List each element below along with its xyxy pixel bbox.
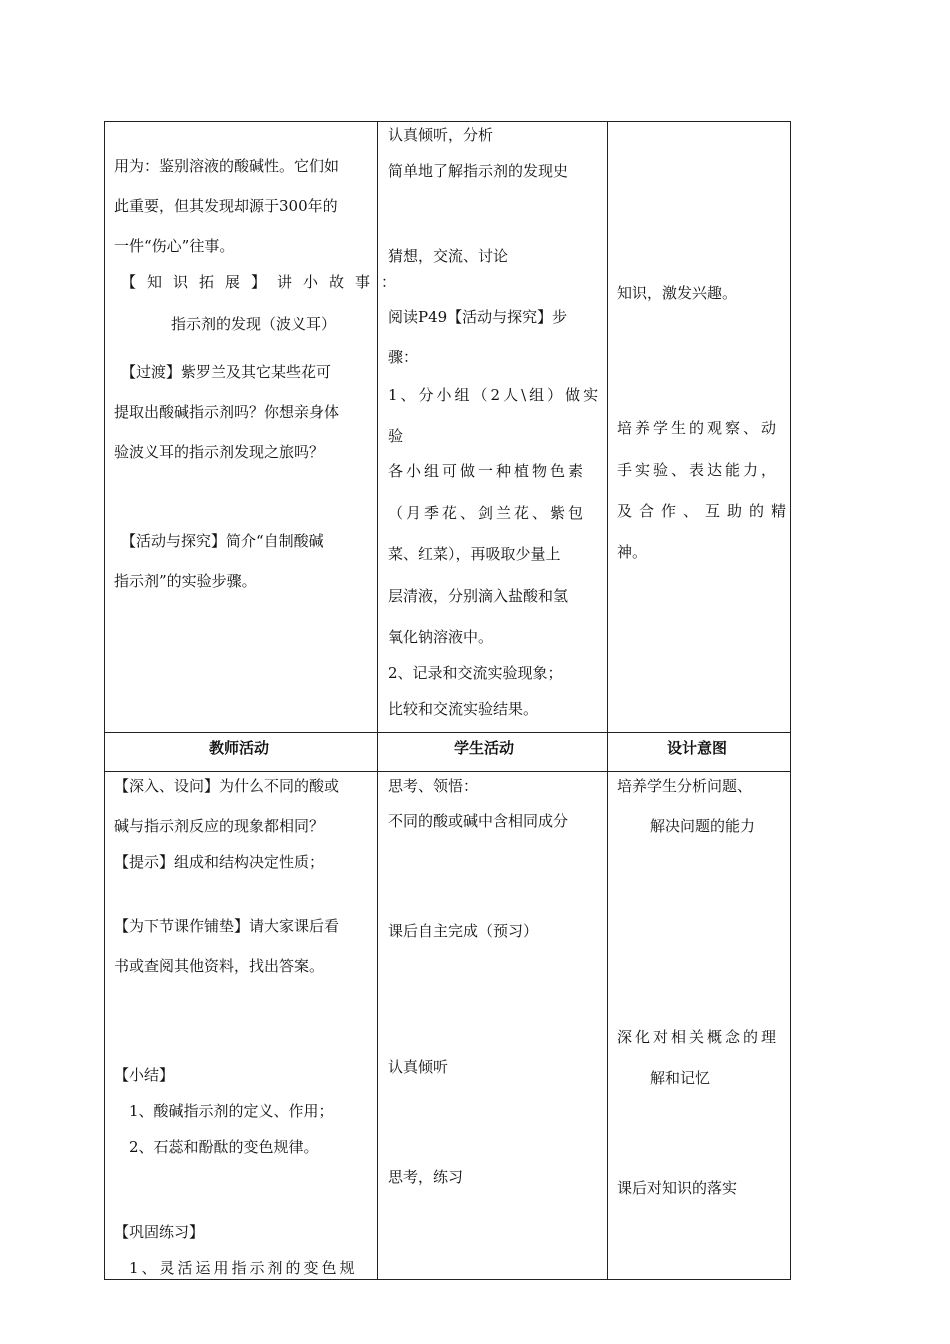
student-text-line: 阅读P49【活动与探究】步 xyxy=(388,308,568,326)
teacher-text-line: 【过渡】紫罗兰及其它某些花可 xyxy=(121,363,332,381)
teacher-text-line: 【提示】组成和结构决定性质； xyxy=(114,853,325,871)
student-text-line: 2、记录和交流实验现象； xyxy=(388,664,563,682)
teacher-text-line: 碱与指示剂反应的现象都相同？ xyxy=(114,817,325,835)
student-text-line: 氧化钠溶液中。 xyxy=(388,628,494,646)
student-text-line: 课后自主完成（预习） xyxy=(388,922,539,940)
teacher-text-line: 【活动与探究】简介“自制酸碱 xyxy=(121,532,324,550)
student-text-line: 骤： xyxy=(388,348,419,366)
teacher-text-line: 【深入、设问】为什么不同的酸或 xyxy=(114,777,340,795)
intent-text-line: 课后对知识的落实 xyxy=(617,1179,738,1197)
intent-text-line: 解和记忆 xyxy=(650,1069,711,1087)
student-text-line: 思考、领悟： xyxy=(388,777,479,795)
teacher-text-line: 1、酸碱指示剂的定义、作用； xyxy=(129,1102,334,1120)
teacher-text-line: 【巩固练习】 xyxy=(114,1223,205,1241)
column-divider-2 xyxy=(607,122,608,1279)
header-design-intent: 设计意图 xyxy=(667,739,728,757)
student-text-line: 验 xyxy=(388,427,404,445)
student-text-line: 认真倾听，分析 xyxy=(388,126,494,144)
student-text-line: 层清液，分别滴入盐酸和氢 xyxy=(388,587,569,605)
teacher-text-line: 用为：鉴别溶液的酸碱性。它们如 xyxy=(114,157,340,175)
student-text-line: 1、分小组（2人\组）做实 xyxy=(388,386,602,404)
student-text-line: 思考，练习 xyxy=(388,1168,464,1186)
header-row-top-border xyxy=(105,732,790,733)
teacher-text-line: 书或查阅其他资料，找出答案。 xyxy=(114,957,325,975)
intent-text-line: 及合作、互助的精 xyxy=(617,502,794,520)
teacher-text-line: 【为下节课作铺垫】请大家课后看 xyxy=(114,917,340,935)
student-text-line: 猜想，交流、讨论 xyxy=(388,247,509,265)
student-text-line: 比较和交流实验结果。 xyxy=(388,700,539,718)
teacher-text-line: 【小结】 xyxy=(114,1066,175,1084)
student-text-line: 简单地了解指示剂的发现史 xyxy=(388,162,569,180)
header-row-bottom-border xyxy=(105,771,790,772)
intent-text-line: 解决问题的能力 xyxy=(650,817,756,835)
student-text-line: 菜、红菜），再吸取少量上 xyxy=(388,545,561,563)
intent-text-line: 手实验、表达能力， xyxy=(617,461,780,479)
teacher-text-line: 2、石蕊和酚酞的变色规律。 xyxy=(129,1138,319,1156)
teacher-text-line: 此重要，但其发现却源于300年的 xyxy=(114,197,338,215)
intent-text-line: 神。 xyxy=(617,543,648,561)
header-teacher-activity: 教师活动 xyxy=(209,739,270,757)
student-text-line: （月季花、剑兰花、紫包 xyxy=(388,504,587,522)
teacher-text-line: 【知识拓展】讲小故事： xyxy=(121,273,408,291)
intent-text-line: 培养学生分析问题、 xyxy=(617,777,753,795)
student-text-line: 认真倾听 xyxy=(388,1058,449,1076)
column-divider-1 xyxy=(377,122,378,1279)
teacher-text-line: 验波义耳的指示剂发现之旅吗？ xyxy=(114,443,325,461)
teacher-text-line: 一件“伤心”往事。 xyxy=(114,237,235,255)
teacher-text-line: 指示剂的发现（波义耳） xyxy=(171,315,337,333)
header-student-activity: 学生活动 xyxy=(454,739,515,757)
lesson-plan-table xyxy=(104,121,794,1280)
teacher-text-line: 提取出酸碱指示剂吗？你想亲身体 xyxy=(114,403,340,421)
intent-text-line: 培养学生的观察、动 xyxy=(617,419,780,437)
student-text-line: 各小组可做一种植物色素 xyxy=(388,462,587,480)
teacher-text-line: 指示剂”的实验步骤。 xyxy=(114,572,257,590)
intent-text-line: 深化对相关概念的理 xyxy=(617,1028,780,1046)
intent-text-line: 知识，激发兴趣。 xyxy=(617,284,738,302)
teacher-text-line: 1、灵活运用指示剂的变色规 xyxy=(129,1259,358,1277)
student-text-line: 不同的酸或碱中含相同成分 xyxy=(388,812,569,830)
